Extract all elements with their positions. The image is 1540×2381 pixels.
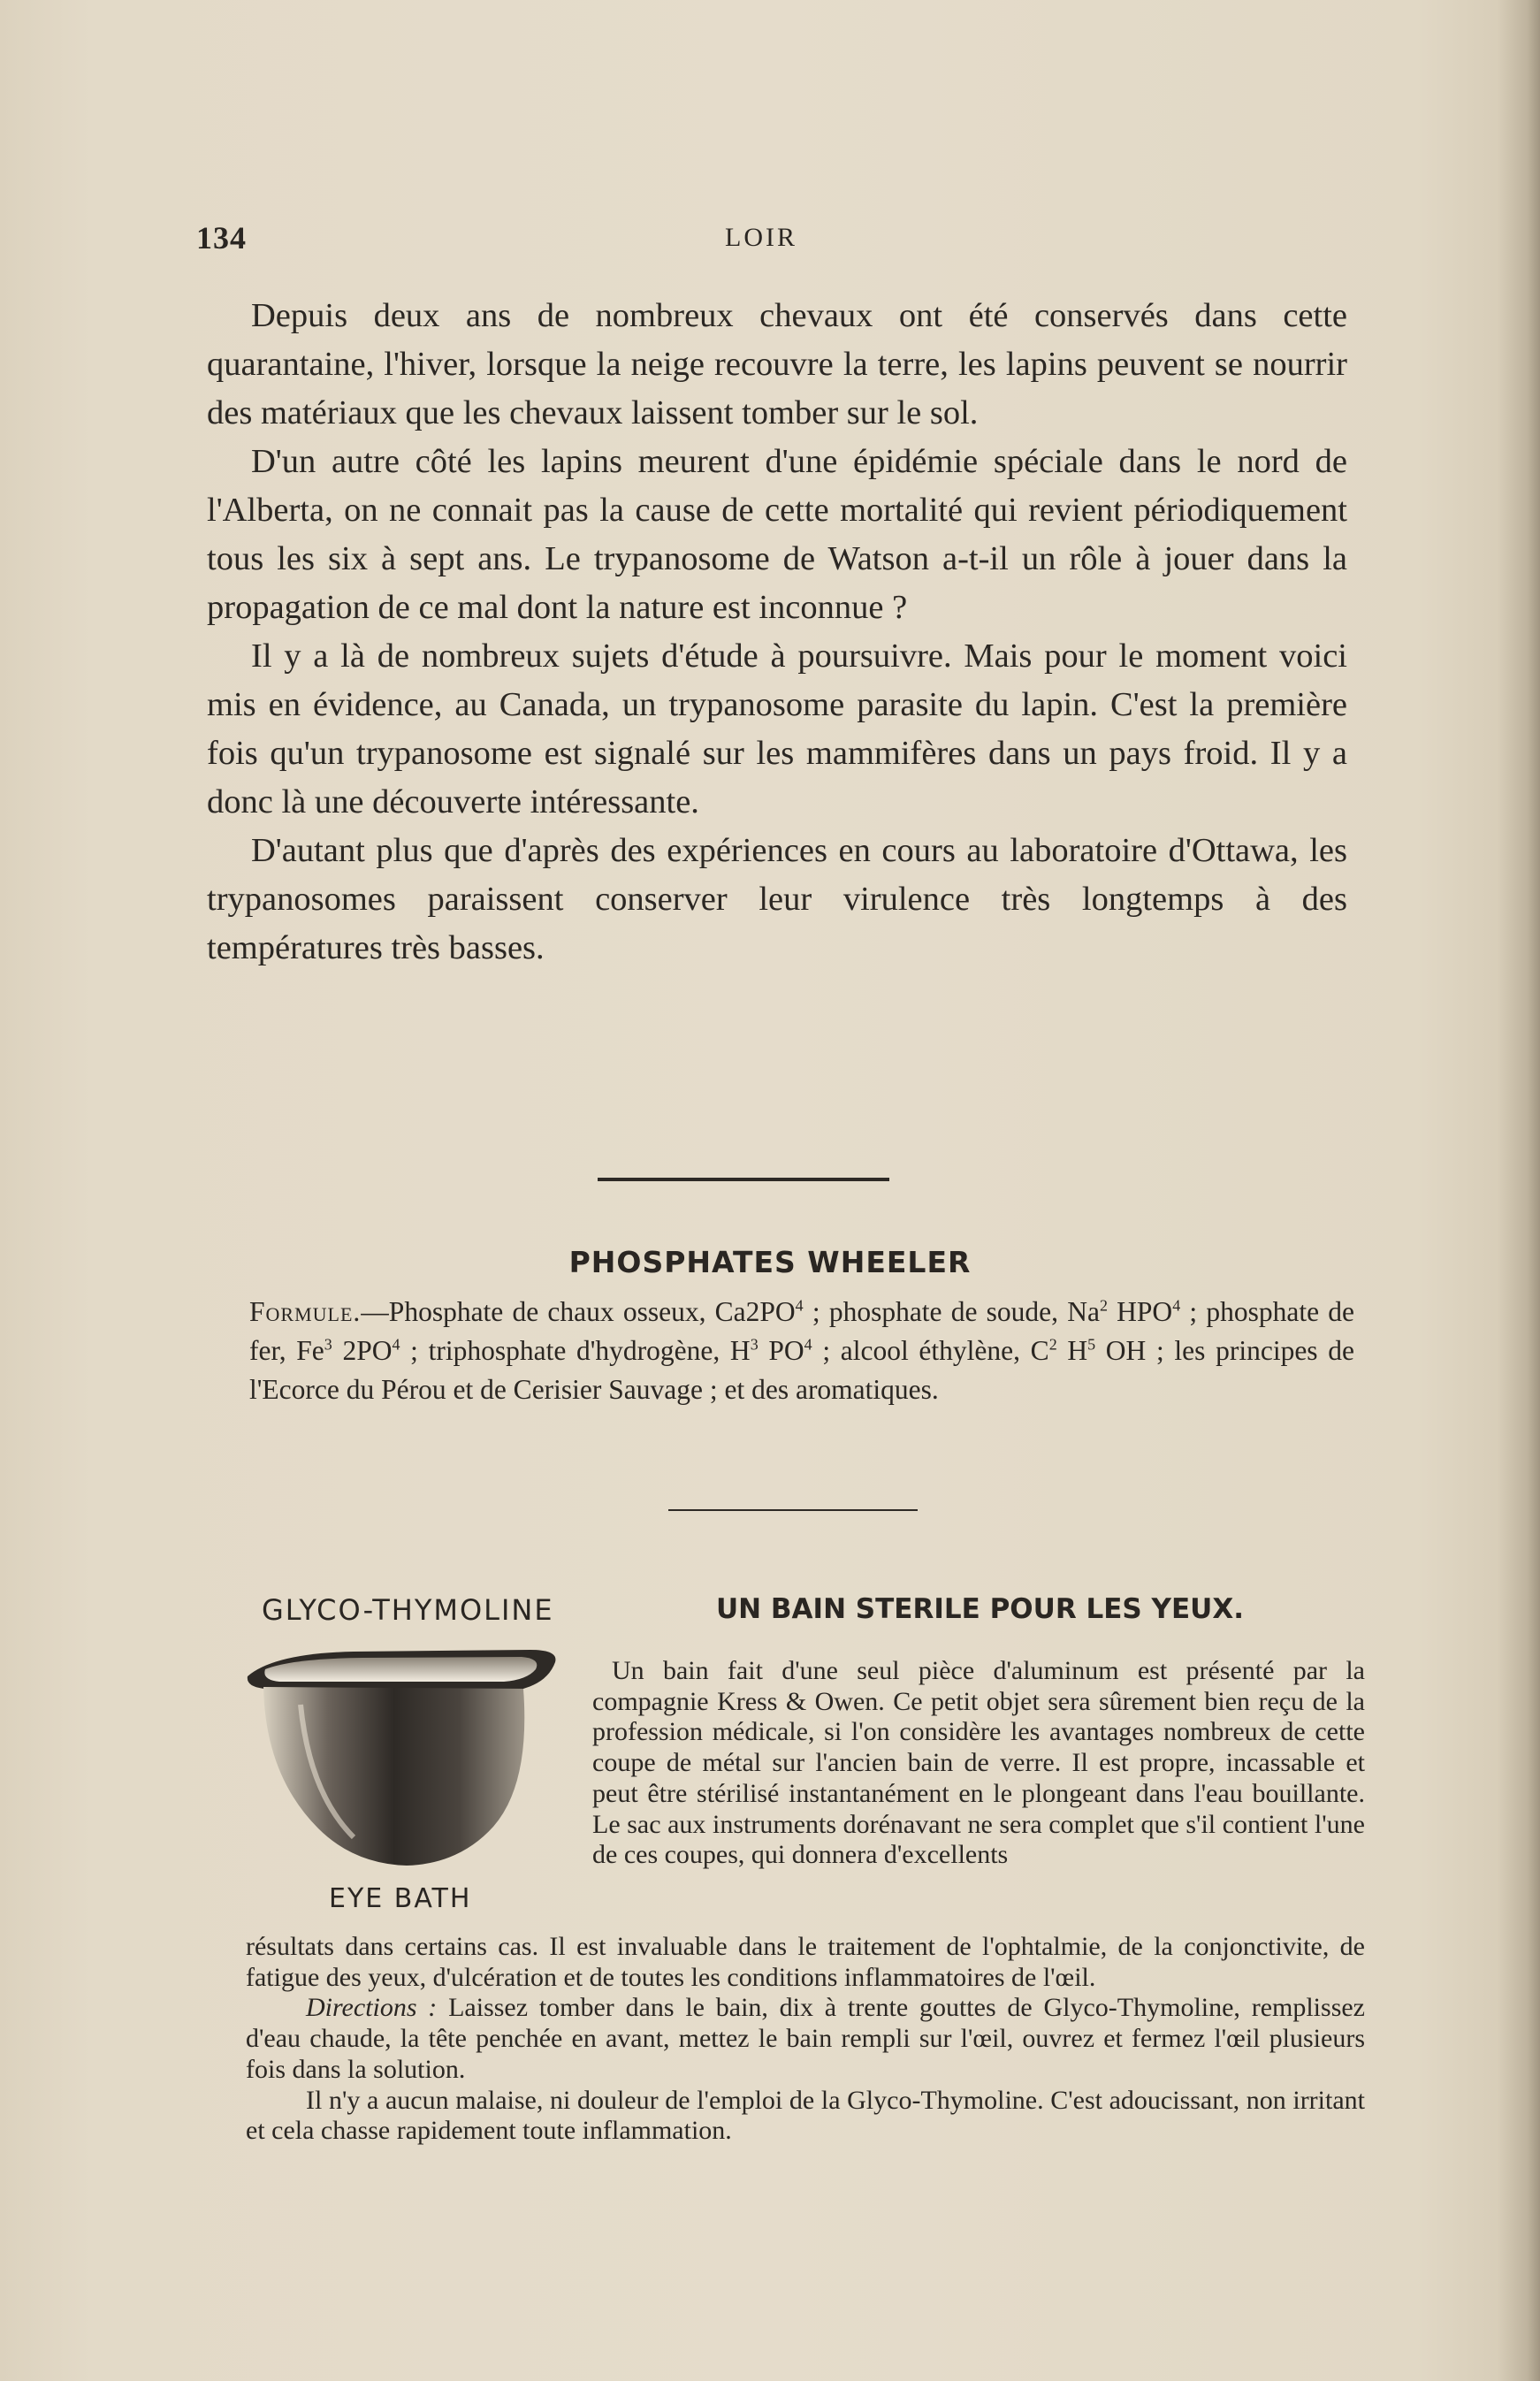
section-divider <box>668 1509 918 1511</box>
phosphates-title: PHOSPHATES WHEELER <box>568 1245 972 1279</box>
ad-closing: Il n'y a aucun malaise, ni douleur de l'emploi de la Glyco-Thymoline. C'est adoucissant, non irritant et cela chasse rapidement toute inflammation. <box>246 2085 1365 2146</box>
running-head: LOIR <box>725 223 797 252</box>
formula-lead: Formule. <box>249 1296 362 1327</box>
page-header <box>196 219 1363 255</box>
page-edge-shadow <box>1498 0 1540 2381</box>
article-paragraph: Il y a là de nombreux sujets d'étude à poursuivre. Mais pour le moment voici mis en évidence, au Canada, un trypanosome parasite du lapin. C'est la première fois qu'un trypanosome est signalé sur les mammifères dans un pays froid. Il y a donc là une découverte intéressante. <box>207 637 1347 820</box>
article-body <box>207 292 1347 973</box>
article-paragraph: Depuis deux ans de nombreux chevaux ont été conservés dans cette quarantaine, l'hiver, lorsque la neige recouvre la terre, les lapins peuvent se nourrir des matériaux que les chevaux laissent tomber sur le sol. <box>207 297 1347 431</box>
phosphates-formula: Formule.—Phosphate de chaux osseux, $Ca2PO^4$ ; phosphate de soude, Na$^2$ HPO$^4$ ; phosphate de fer, Fe$^3$ $2PO^4$ ; triphosphate d'hydrogène, $H^3$ $PO^4$ ; alcool éthylène, $C^2$ $H^5$ OH ; les principes de l'Ecorce du Pérou et de Cerisier Sauvage ; et des aromatiques. <box>249 1296 1354 1405</box>
page-number: 134 <box>196 220 247 256</box>
ad-full-text <box>246 1932 1365 2147</box>
article-paragraph: D'un autre côté les lapins meurent d'une épidémie spéciale dans le nord de l'Alberta, on ne connait pas la cause de cette mortalité qui revient périodiquement tous les six à sept ans. Le trypanosome de Watson a-t-il un rôle à jouer dans la propagation de ce mal dont la nature est inconnue ? <box>207 443 1347 626</box>
ad-directions: Directions : Laissez tomber dans le bain, dix à trente gouttes de Glyco-Thymoline, remplissez d'eau chaude, la tête penchée en avant, mettez le bain rempli sur l'œil, ouvrez et fermez l'œil plusieurs fois dans la solution. <box>246 1993 1365 2084</box>
ad-wrapped-text: Un bain fait d'une seul pièce d'aluminum est présenté par la compagnie Kress & Owen. Ce petit objet sera sûrement bien reçu de la profession médicale, si l'on considère les avantages nombreux de cette coupe de métal sur l'ancien bain de verre. Il est propre, incassable et peut être stérilisé instantanément en le plongeant dans l'eau bouillante. Le sac aux instruments dorénavant ne sera complet que s'il contient l'une de ces coupes, qui donnera d'excellents <box>592 1656 1365 1870</box>
ad-paragraph: résultats dans certains cas. Il est invaluable dans le traitement de l'ophtalmie, de la conjonctivite, de fatigue des yeux, d'ulcération et de toutes les conditions inflammatoires de l'œil. <box>246 1932 1365 1992</box>
eye-bath-caption: EYE BATH <box>329 1883 472 1914</box>
directions-label: Directions : <box>306 1993 438 2023</box>
section-divider <box>598 1178 889 1181</box>
article-paragraph: D'autant plus que d'après des expériences en cours au laboratoire d'Ottawa, les trypanosomes paraissent conserver leur virulence très longtemps à des températures très basses. <box>207 832 1347 966</box>
ad-headline: UN BAIN STERILE POUR LES YEUX. <box>716 1593 1245 1625</box>
ad-brand-title: GLYCO-THYMOLINE <box>262 1593 554 1627</box>
